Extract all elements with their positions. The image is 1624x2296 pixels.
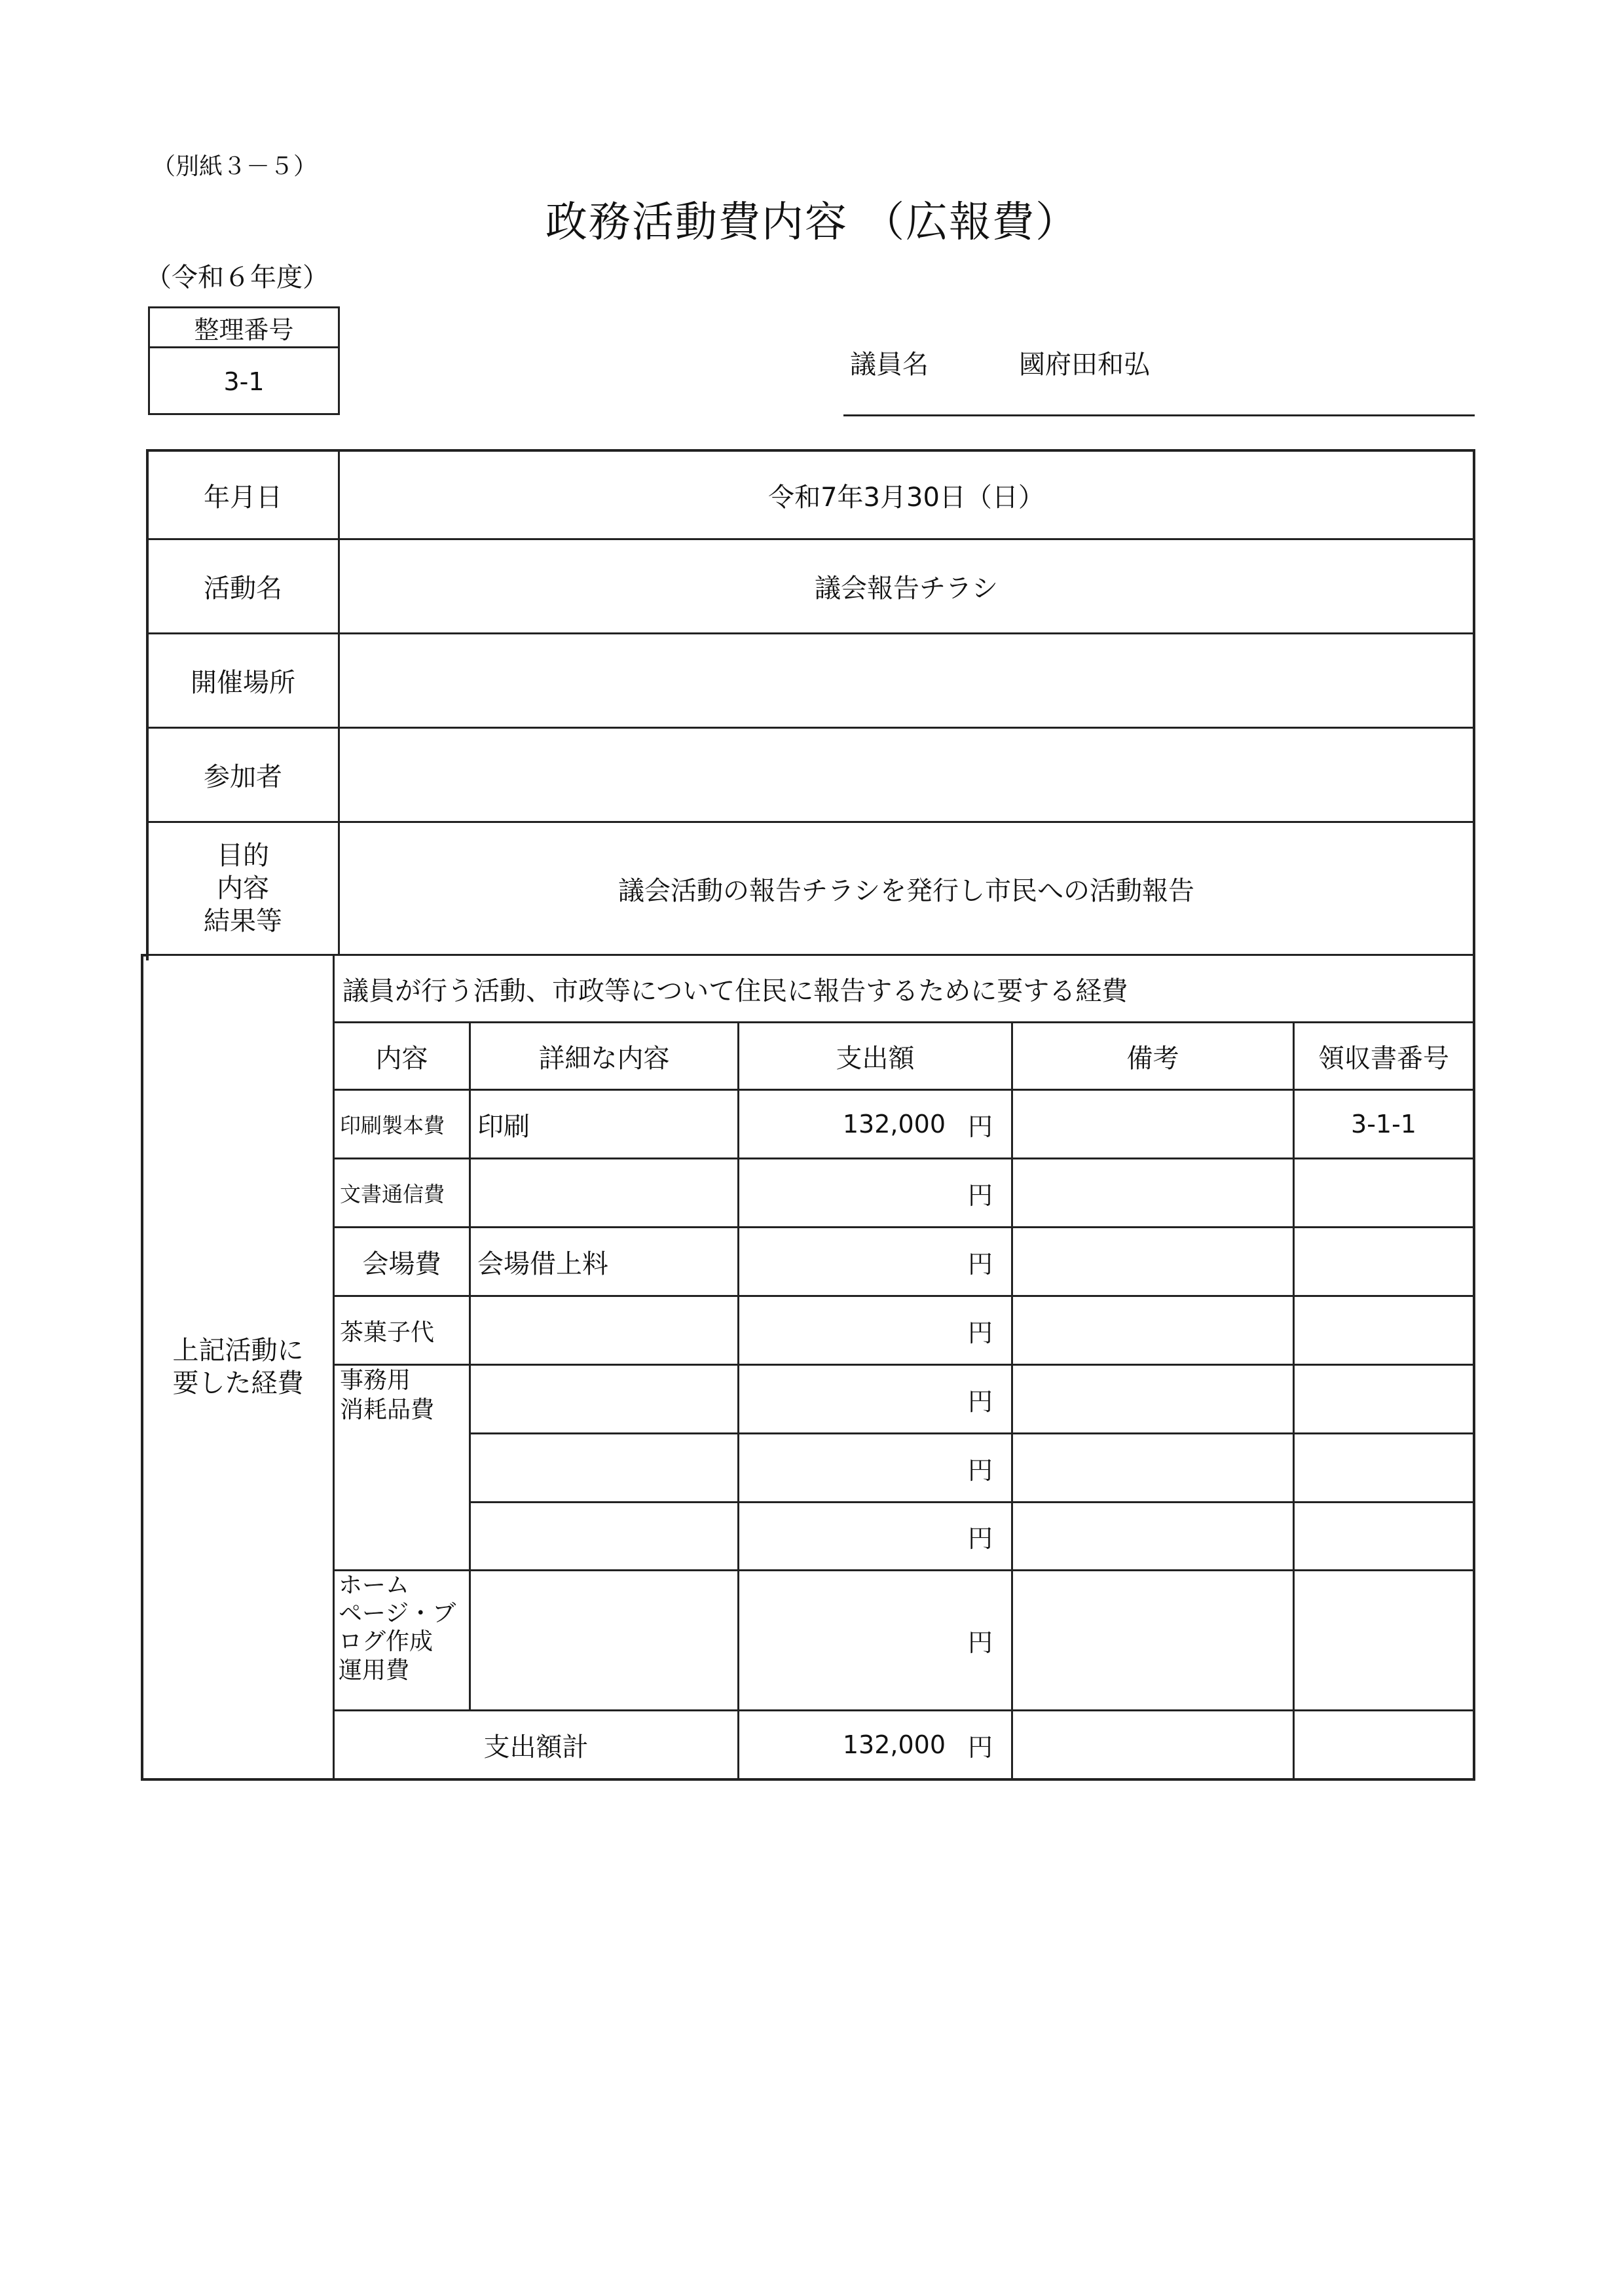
row-note [1013,1159,1293,1226]
row-receipt [1295,1571,1473,1709]
expenses-description: 議員が行う活動、市政等について住民に報告するために要する経費 [342,975,1128,1006]
category-line: 事務用 [340,1367,411,1394]
yen-unit: 円 [967,1524,993,1553]
row-note [1013,1571,1293,1709]
row-note [1013,1366,1293,1432]
col-category-header: 内容 [375,1043,428,1074]
row-category: 文書通信費 [340,1182,445,1207]
expenses-section-label [143,956,333,1778]
category-line: 運用費 [339,1656,410,1684]
purpose-label-line-2: 内容 [217,873,269,903]
row-detail [471,1571,737,1709]
yen-unit: 円 [967,1387,993,1416]
col-receipt-header: 領収書番号 [1318,1043,1449,1074]
category-line: ログ作成 [339,1628,434,1656]
row-receipt [1295,1159,1473,1226]
date-value: 令和7年3月30日（日） [768,482,1044,513]
purpose-value: 議会活動の報告チラシを発行し市民への活動報告 [618,875,1194,906]
fiscal-year: （令和６年度） [145,263,329,293]
expenses-label-line-2: 要した経費 [172,1368,304,1398]
row-amount [739,1091,1011,1157]
purpose-label [148,823,338,954]
row-category: 茶菓子代 [340,1319,435,1346]
yen-unit: 円 [967,1455,993,1485]
row-amount [739,1159,1011,1226]
row-receipt [1295,1366,1473,1432]
row-category [335,1571,469,1709]
row-receipt [1295,1434,1473,1501]
control-number-value: 3-1 [223,367,265,396]
row-amount [739,1228,1011,1295]
col-note-header: 備考 [1126,1043,1179,1074]
row-detail [471,1366,737,1432]
col-detail-header: 詳細な内容 [538,1043,670,1074]
date-label: 年月日 [204,482,282,513]
row-detail: 印刷 [477,1111,530,1142]
purpose-label-line-3: 結果等 [204,906,282,936]
row-category: 会場費 [362,1248,441,1279]
total-amount-value: 132,000 [842,1730,946,1759]
category-line: ホーム [339,1572,410,1599]
row-receipt [1295,1228,1473,1295]
row-note [1013,1228,1293,1295]
member-name: 國府田和弘 [1019,350,1150,380]
row-note [1013,1503,1293,1569]
row-category: 印刷製本費 [340,1113,445,1138]
venue-label: 開催場所 [191,668,295,698]
purpose-label-line-1: 目的 [217,841,269,871]
expenses-label-line-1: 上記活動に [172,1336,304,1366]
row-amount [739,1434,1011,1501]
row-note [1013,1091,1293,1157]
document-title: 政務活動費内容 （広報費） [545,198,1079,247]
amount-value: 132,000 [842,1110,946,1139]
total-label: 支出額計 [483,1732,589,1762]
member-label: 議員名 [850,350,929,380]
yen-unit: 円 [967,1112,993,1141]
row-detail [471,1159,737,1226]
row-receipt: 3-1-1 [1351,1110,1416,1139]
row-amount [739,1366,1011,1432]
row-receipt [1295,1297,1473,1364]
row-amount [739,1571,1011,1709]
category-line: ページ・ブ [339,1600,456,1628]
participants-value [340,729,1473,821]
yen-unit: 円 [967,1180,993,1210]
row-amount [739,1297,1011,1364]
yen-unit: 円 [967,1628,993,1657]
row-note [1013,1434,1293,1501]
annex-label: （別紙３－５） [152,153,318,180]
yen-unit: 円 [967,1249,993,1279]
total-receipt [1295,1711,1473,1778]
row-detail [471,1297,737,1364]
control-number-label: 整理番号 [150,308,338,348]
yen-unit: 円 [967,1318,993,1347]
row-amount [739,1503,1011,1569]
row-detail: 会場借上料 [477,1248,608,1279]
yen-unit: 円 [967,1732,993,1762]
total-note [1013,1711,1293,1778]
venue-value [340,634,1473,727]
col-amount-header: 支出額 [836,1043,915,1074]
row-detail [471,1503,737,1569]
category-line: 消耗品費 [340,1396,435,1423]
total-amount [739,1711,1011,1778]
activity-name-value: 議会報告チラシ [815,574,998,604]
participants-label: 参加者 [204,762,282,792]
row-category [335,1366,469,1569]
activity-name-label: 活動名 [204,574,282,604]
row-detail [471,1434,737,1501]
row-receipt [1295,1503,1473,1569]
row-note [1013,1297,1293,1364]
